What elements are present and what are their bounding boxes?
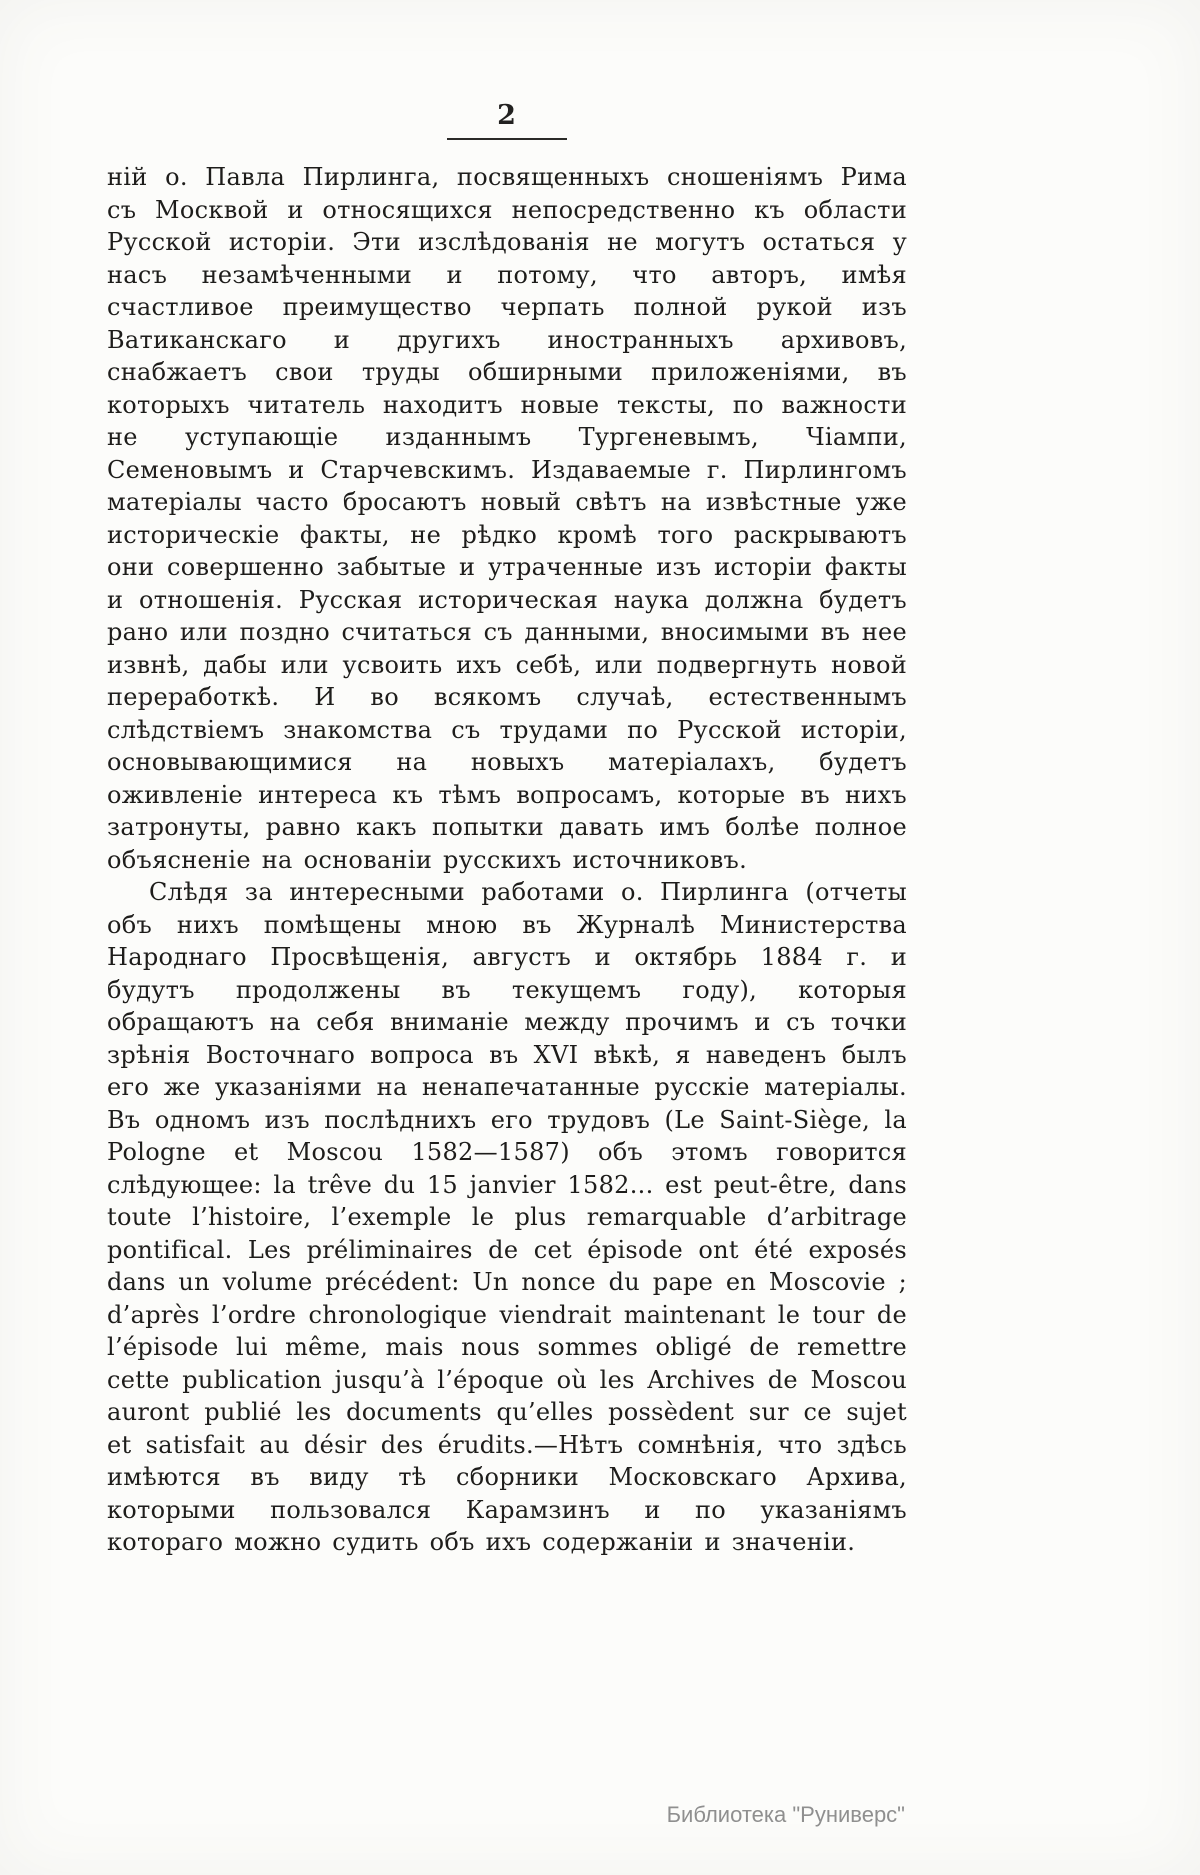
paragraph: Слѣдя за интересными работами о. Пирлинга (отчеты объ нихъ помѣщены мною въ Журналѣ Министерства Народнаго Просвѣщенія, августъ и октябрь 1884 г. и будутъ продолжены въ текущемъ году), которыя обращаютъ на себя вниманіе между прочимъ и съ точки зрѣнія Восточнаго вопроса въ XVI вѣкѣ, я наведенъ былъ его же указаніями на ненапечатанные русскіе матеріалы. Въ одномъ изъ послѣднихъ его трудовъ (Le Saint-Siège, la Pologne et Moscou 1582—1587) объ этомъ говорится слѣдующее: la trêve du 15 janvier 1582... est peut-être, dans toute l’histoire, l’exemple le plus remarquable d’arbitrage pontifical. Les préliminaires de cet épisode ont été exposés dans un volume précédent: Un nonce du pape en Moscovie ; d’après l’ordre chronologique viendrait maintenant le tour de l’épisode lui même, mais nous sommes obligé de remettre cette publication jusqu’à l’époque où les Archives de Moscou auront publié les documents qu’elles possèdent sur ce sujet et satisfait au désir des érudits.—Нѣтъ сомнѣнія, что здѣсь имѣются въ виду тѣ сборники Московскаго Архива, которыми пользовался Карамзинъ и по указаніямъ котораго можно судить объ ихъ содержаніи и значеніи. xyxy=(107,878,907,1556)
page-number: 2 xyxy=(497,100,517,131)
page-number-rule xyxy=(447,138,567,140)
library-watermark: Библиотека "Руниверс" xyxy=(666,1802,905,1827)
paragraph: ній о. Павла Пирлинга, посвященныхъ сношеніямъ Рима съ Москвой и относящихся непосредственно къ области Русской исторіи. Эти изслѣдованія не могутъ остаться у насъ незамѣченными и потому, что авторъ, имѣя счастливое преимущество черпать полной рукой изъ Ватиканскаго и другихъ иностранныхъ архивовъ, снабжаетъ свои труды обширными приложеніями, въ которыхъ читатель находитъ новые тексты, по важности не уступающіе изданнымъ Тургеневымъ, Чіампи, Семеновымъ и Старчевскимъ. Издаваемые г. Пирлингомъ матеріалы часто бросаютъ новый свѣтъ на извѣстные уже историческіе факты, не рѣдко кромѣ того раскрываютъ они совершенно забытые и утраченные изъ исторіи факты и отношенія. Русская историческая наука должна будетъ рано или поздно считаться съ данными, вносимыми въ нее извнѣ, дабы или усвоить ихъ себѣ, или подвергнуть новой переработкѣ. И во всякомъ случаѣ, естественнымъ слѣдствіемъ знакомства съ трудами по Русской исторіи, основывающимися на новыхъ матеріалахъ, будетъ оживленіе интереса къ тѣмъ вопросамъ, которые въ нихъ затронуты, равно какъ попытки давать имъ болѣе полное объясненіе на основаніи русскихъ источниковъ. xyxy=(107,163,907,874)
text-block xyxy=(107,161,907,1559)
page-header xyxy=(107,100,907,140)
